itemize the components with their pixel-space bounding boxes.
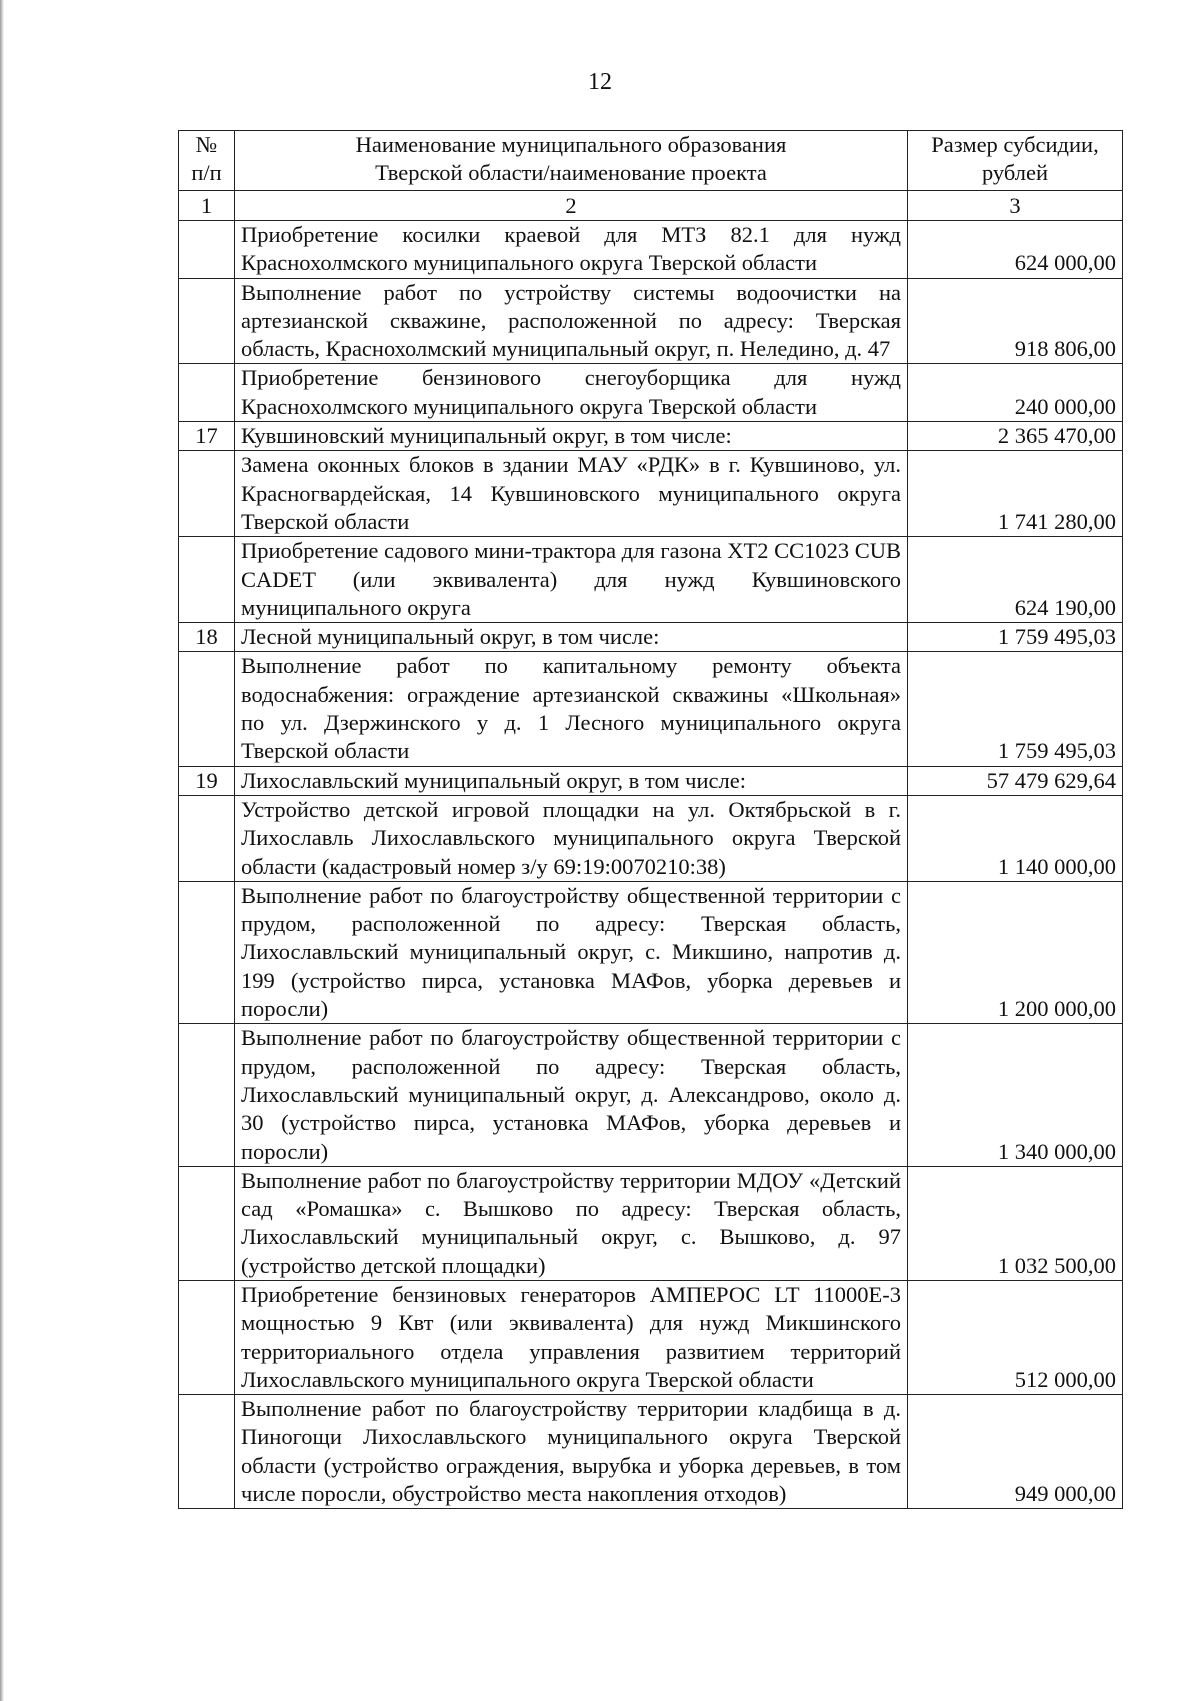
row-amount: 512 000,00: [908, 1280, 1123, 1394]
row-number: [179, 1024, 235, 1166]
row-amount: 624 000,00: [908, 221, 1123, 279]
table-row: [179, 364, 1123, 422]
header-name-line2: Тверской области/наименование проекта: [375, 160, 767, 186]
row-number: [179, 795, 235, 881]
row-number: 17: [179, 422, 235, 451]
row-project-name: Выполнение работ по благоустройству территории МДОУ «Детский сад «Ромашка» с. Вышково по адресу: Тверская область, Лихославльский муниципальный округ, с. Вышково, д. 97 (устройство детской площадки): [235, 1166, 908, 1280]
header-name: [235, 131, 908, 191]
table-row: [179, 451, 1123, 537]
header-number-line1: №: [195, 132, 218, 157]
municipality-total-row: [179, 766, 1123, 795]
row-amount: 1 759 495,03: [908, 652, 1123, 766]
table-row: [179, 881, 1123, 1023]
table-row: [179, 1166, 1123, 1280]
table-row: [179, 221, 1123, 279]
row-project-name: Замена оконных блоков в здании МАУ «РДК» в г. Кувшиново, ул. Красногвардейская, 14 Кувшиновского муниципального округа Тверской области: [235, 451, 908, 537]
row-amount: 1 741 280,00: [908, 451, 1123, 537]
row-amount: 1 759 495,03: [908, 623, 1123, 652]
row-amount: 1 200 000,00: [908, 881, 1123, 1023]
header-amount-line1: Размер субсидии,: [931, 132, 1099, 157]
table-row: [179, 1024, 1123, 1166]
row-number: [179, 881, 235, 1023]
row-number: 18: [179, 623, 235, 652]
header-amount: [908, 131, 1123, 191]
subsidy-table: [178, 130, 1123, 1509]
column-index-2: 2: [235, 191, 908, 221]
header-name-line1: Наименование муниципального образования: [355, 132, 787, 157]
page-number: 12: [588, 69, 612, 95]
row-project-name: Выполнение работ по капитальному ремонту объекта водоснабжения: ограждение артезианской скважины «Школьная» по ул. Дзержинского у д. 1 Лесного муниципального округа Тверской области: [235, 652, 908, 766]
row-project-name: Приобретение садового мини-трактора для газона XT2 CC1023 CUB CADET (или эквивалента) для нужд Кувшиновского муниципального округа: [235, 537, 908, 623]
row-amount: 918 806,00: [908, 278, 1123, 364]
header-number-line2: п/п: [191, 160, 222, 186]
row-amount: 1 140 000,00: [908, 795, 1123, 881]
row-project-name: Выполнение работ по благоустройству общественной территории с прудом, расположенной по адресу: Тверская область, Лихославльский муниципальный округ, с. Микшино, напротив д. 199 (устройство пирса, установка МАФов, уборка деревьев и поросли): [235, 881, 908, 1023]
row-amount: 240 000,00: [908, 364, 1123, 422]
header-number: [179, 131, 235, 191]
row-amount: 949 000,00: [908, 1395, 1123, 1509]
row-number: [179, 1395, 235, 1509]
table-row: [179, 795, 1123, 881]
row-amount: 57 479 629,64: [908, 766, 1123, 795]
row-number: [179, 1166, 235, 1280]
row-amount: 624 190,00: [908, 537, 1123, 623]
table-row: [179, 278, 1123, 364]
row-project-name: Устройство детской игровой площадки на ул. Октябрьской в г. Лихославль Лихославльского муниципального округа Тверской области (кадастровый номер з/у 69:19:0070210:38): [235, 795, 908, 881]
row-project-name: Выполнение работ по благоустройству общественной территории с прудом, расположенной по адресу: Тверская область, Лихославльский муниципальный округ, д. Александрово, около д. 30 (устройство пирса, установка МАФов, уборка деревьев и поросли): [235, 1024, 908, 1166]
row-municipality-name: Кувшиновский муниципальный округ, в том числе:: [235, 422, 908, 451]
header-row: [179, 131, 1123, 191]
row-number: [179, 537, 235, 623]
table-row: [179, 1395, 1123, 1509]
row-project-name: Приобретение бензинового снегоуборщика для нужд Краснохолмского муниципального округа Тверской области: [235, 364, 908, 422]
header-amount-line2: рублей: [981, 160, 1049, 186]
row-amount: 1 340 000,00: [908, 1024, 1123, 1166]
row-number: [179, 278, 235, 364]
row-number: 19: [179, 766, 235, 795]
row-project-name: Выполнение работ по благоустройству территории кладбища в д. Пиногощи Лихославльского муниципального округа Тверской области (устройство ограждения, вырубка и уборка деревьев, в том числе поросли, обустройство места накопления отходов): [235, 1395, 908, 1509]
municipality-total-row: [179, 422, 1123, 451]
row-municipality-name: Лесной муниципальный округ, в том числе:: [235, 623, 908, 652]
row-project-name: Выполнение работ по устройству системы водоочистки на артезианской скважине, расположенной по адресу: Тверская область, Краснохолмский муниципальный округ, п. Неледино, д. 47: [235, 278, 908, 364]
row-number: [179, 221, 235, 279]
table-row: [179, 652, 1123, 766]
table-row: [179, 537, 1123, 623]
scan-edge: [0, 0, 4, 1701]
row-amount: 1 032 500,00: [908, 1166, 1123, 1280]
column-index-3: 3: [908, 191, 1123, 221]
row-project-name: Приобретение бензиновых генераторов АМПЕРОС LT 11000E-3 мощностью 9 Квт (или эквивалента) для нужд Микшинского территориального отдела управления развитием территорий Лихославльского муниципального округа Тверской области: [235, 1280, 908, 1394]
row-number: [179, 451, 235, 537]
column-index-row: [179, 191, 1123, 221]
row-municipality-name: Лихославльский муниципальный округ, в том числе:: [235, 766, 908, 795]
column-index-1: 1: [179, 191, 235, 221]
row-amount: 2 365 470,00: [908, 422, 1123, 451]
table-row: [179, 1280, 1123, 1394]
row-project-name: Приобретение косилки краевой для МТЗ 82.1 для нужд Краснохолмского муниципального округа Тверской области: [235, 221, 908, 279]
municipality-total-row: [179, 623, 1123, 652]
row-number: [179, 364, 235, 422]
row-number: [179, 1280, 235, 1394]
row-number: [179, 652, 235, 766]
